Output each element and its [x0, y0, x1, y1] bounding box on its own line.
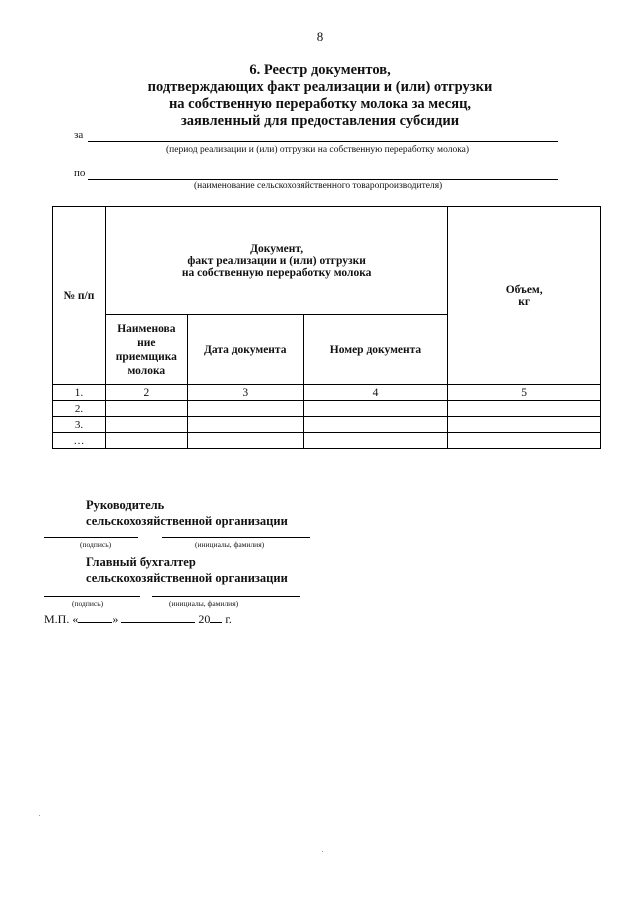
column-index-row: [53, 385, 601, 401]
table-cell[interactable]: [303, 401, 448, 417]
title-line: на собственную переработку молока за месяц,: [168, 96, 472, 112]
producer-prefix: по: [74, 167, 86, 179]
column-index: 5: [448, 385, 601, 401]
accountant-signature-line[interactable]: [44, 596, 140, 597]
table-cell[interactable]: [448, 417, 601, 433]
header-receiver-line: молока: [127, 364, 166, 377]
table-cell[interactable]: [105, 417, 187, 433]
row-number: 2.: [53, 401, 106, 417]
table-row[interactable]: [53, 433, 601, 449]
table-cell[interactable]: [303, 433, 448, 449]
stamp-date-line: [44, 612, 232, 627]
head-initials-line[interactable]: [162, 537, 310, 538]
head-initials-caption: (инициалы, фамилия): [195, 540, 265, 549]
scan-speck: [39, 815, 40, 816]
year-suffix: г.: [225, 612, 232, 626]
header-document-line: на собственную переработку молока: [181, 266, 372, 279]
table-cell[interactable]: [105, 401, 187, 417]
accountant-title-line: Главный бухгалтер: [86, 555, 196, 569]
header-receiver-line: ние: [137, 336, 156, 349]
accountant-initials-line[interactable]: [152, 596, 300, 597]
header-receiver-line: приемщика: [115, 350, 177, 363]
table-cell[interactable]: [448, 433, 601, 449]
row-number: …: [53, 433, 106, 449]
table-row[interactable]: [53, 401, 601, 417]
header-volume: [448, 207, 601, 385]
header-receiver-line: Наименова: [117, 322, 176, 335]
registry-table: [52, 206, 601, 449]
year-prefix: 20: [198, 612, 211, 626]
table-row[interactable]: [53, 417, 601, 433]
header-document-line: Документ,: [250, 242, 304, 255]
header-number: № п/п: [53, 207, 106, 385]
producer-hint: (наименование сельскохозяйственного товаропроизводителя): [194, 181, 443, 191]
producer-underline: [88, 179, 558, 180]
header-doc-number: Номер документа: [303, 315, 448, 385]
column-index: 4: [303, 385, 448, 401]
head-signature-caption: (подпись): [80, 540, 112, 549]
period-prefix: за: [74, 129, 84, 141]
period-underline: [88, 141, 558, 142]
table-cell[interactable]: [303, 417, 448, 433]
month-blank[interactable]: [121, 612, 195, 623]
title-line: заявленный для предоставления субсидии: [180, 113, 460, 129]
table-cell[interactable]: [187, 417, 303, 433]
document-title: [0, 62, 640, 130]
quote-open: «: [72, 612, 79, 626]
column-index: 1.: [53, 385, 106, 401]
header-document-line: факт реализации и (или) отгрузки: [187, 254, 366, 267]
header-receiver: [105, 315, 187, 385]
head-title: [86, 497, 288, 529]
column-index: 2: [105, 385, 187, 401]
period-hint: (период реализации и (или) отгрузки на собственную переработку молока): [166, 145, 470, 155]
producer-field[interactable]: [74, 167, 85, 179]
year-blank[interactable]: [210, 612, 222, 623]
scan-speck: [322, 851, 323, 852]
table-cell[interactable]: [187, 401, 303, 417]
header-volume-line: кг: [518, 295, 531, 308]
title-line: 6. Реестр документов,: [249, 62, 391, 78]
head-title-line: Руководитель: [86, 498, 165, 512]
head-signature-line[interactable]: [44, 537, 138, 538]
table-cell[interactable]: [187, 433, 303, 449]
page-number: 8: [316, 29, 324, 44]
table-cell[interactable]: [448, 401, 601, 417]
row-number: 3.: [53, 417, 106, 433]
column-index: 3: [187, 385, 303, 401]
period-field[interactable]: [74, 129, 83, 141]
accountant-title-line: сельскохозяйственной организации: [86, 571, 288, 585]
header-document: [105, 207, 447, 315]
day-blank[interactable]: [78, 612, 112, 623]
head-title-line: сельскохозяйственной организации: [86, 514, 288, 528]
accountant-initials-caption: (инициалы, фамилия): [169, 599, 239, 608]
title-line: подтверждающих факт реализации и (или) отгрузки: [147, 79, 493, 95]
header-date: Дата документа: [187, 315, 303, 385]
quote-close: »: [112, 612, 119, 626]
table-cell[interactable]: [105, 433, 187, 449]
accountant-title: [86, 554, 288, 586]
accountant-signature-caption: (подпись): [72, 599, 104, 608]
header-volume-line: Объем,: [505, 283, 543, 296]
stamp-mp: М.П.: [44, 612, 70, 626]
